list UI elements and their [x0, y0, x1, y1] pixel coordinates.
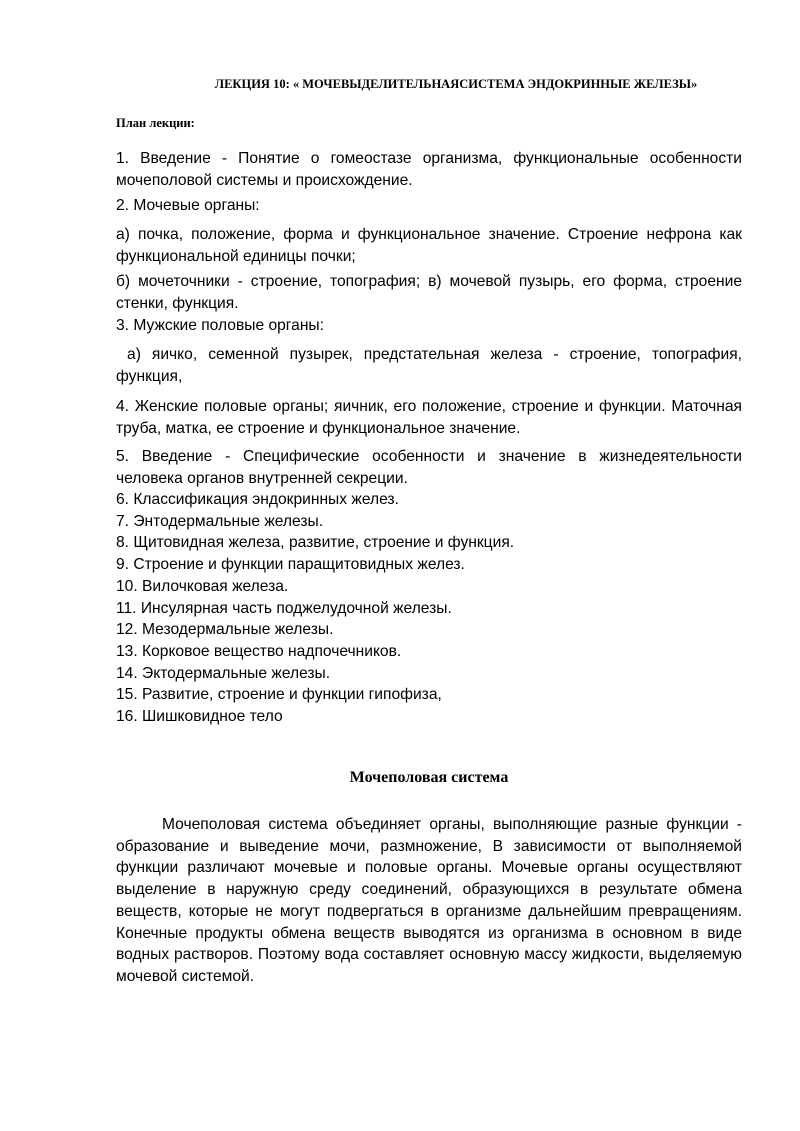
list-item: 15. Развитие, строение и функции гипофиза,	[116, 686, 442, 704]
section-heading: Мочеполовая система	[349, 769, 509, 786]
list-item: 13. Корковое вещество надпочечников.	[116, 642, 402, 660]
list-item: 7. Энтодермальные железы.	[116, 512, 324, 530]
list-item: 16. Шишковидное тело	[116, 708, 283, 726]
list-item: 11. Инсулярная часть поджелудочной железы.	[116, 599, 452, 617]
list-item: 14. Эктодермальные железы.	[116, 664, 331, 682]
body-paragraph: Мочеполовая система объединяет органы, выполняющие разные функции - образование и выведение мочи, размножение, В зависимости от выполняемой функции различают мочевые и половые органы. Мочевые органы осуществляют выделение в наружную среду соединений, образующихся в результате обмена веществ, которые не могут подвергаться в организме дальнейшим превращениям. Конечные продукты обмена веществ выводятся из организма в основном в виде водных растворов. Поэтому вода составляет основную массу жидкости, выделяемую мочевой системой.	[116, 816, 742, 985]
plan-item-3a: а) яичко, семенной пузырек, предстательная железа - строение, топография, функция,	[116, 346, 747, 385]
list-item: 6. Классификация эндокринных желез.	[116, 491, 399, 508]
plan-item-2a: а) почка, положение, форма и функциональное значение. Строение нефрона как функциональной единицы почки;	[116, 226, 742, 265]
lecture-title: ЛЕКЦИЯ 10: « МОЧЕВЫДЕЛИТЕЛЬНАЯСИСТЕМА ЭНДОКРИННЫЕ ЖЕЛЕЗЫ»	[214, 77, 698, 91]
plan-heading: План лекции:	[116, 116, 195, 130]
plan-item-1: 1. Введение - Понятие о гомеостазе организма, функциональные особенности мочеполовой системы и происхождение.	[116, 150, 742, 189]
list-item: 8. Щитовидная железа, развитие, строение и функция.	[116, 534, 515, 552]
list-item: 12. Мезодермальные железы.	[116, 621, 334, 639]
plan-item-5: 5. Введение - Специфические особенности и значение в жизнедеятельности человека органов внутренней секреции.	[116, 448, 742, 487]
plan-item-2b: б) мочеточники - строение, топография; в) мочевой пузырь, его форма, строение стенки, функция.	[116, 273, 742, 312]
plan-item-2: 2. Мочевые органы:	[116, 197, 260, 214]
plan-item-4: 4. Женские половые органы; яичник, его положение, строение и функции. Маточная труба, матка, ее строение и функциональное значение.	[116, 398, 742, 437]
list-item: 9. Строение и функции паращитовидных желез.	[116, 556, 465, 574]
plan-item-3: 3. Мужские половые органы:	[116, 317, 324, 334]
list-item: 10. Вилочковая железа.	[116, 577, 289, 595]
plan-list	[116, 489, 742, 728]
